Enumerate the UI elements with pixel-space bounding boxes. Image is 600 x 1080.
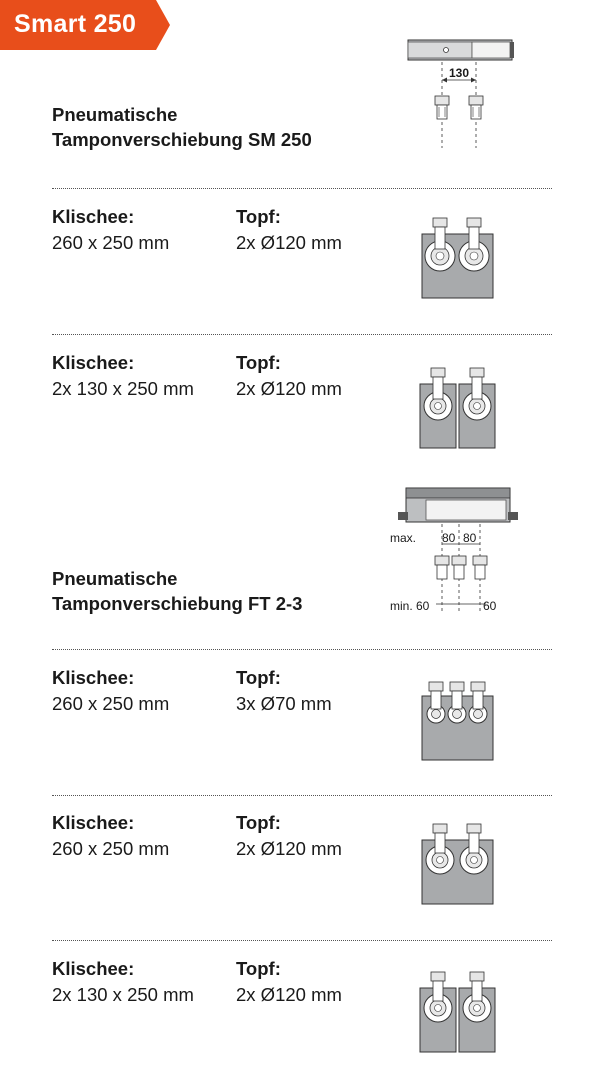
pad-holder-icon bbox=[473, 556, 487, 579]
section-title-line2: Tamponverschiebung FT 2-3 bbox=[52, 593, 303, 614]
section-title-sm250 bbox=[52, 102, 382, 152]
layout-diagram-1plate-3pots bbox=[415, 674, 500, 764]
cliche-label: Klischee: bbox=[52, 206, 135, 227]
cliche-value: 2x 130 x 250 mm bbox=[52, 984, 194, 1005]
machine-side-icon bbox=[408, 40, 514, 60]
pot-label: Topf: bbox=[236, 667, 281, 688]
cliche-value: 260 x 250 mm bbox=[52, 838, 170, 859]
machine-side-icon bbox=[398, 488, 518, 522]
pad-holder-icon bbox=[429, 682, 443, 709]
layout-diagram-1plate-2pots bbox=[415, 818, 500, 908]
sm250-machine-diagram bbox=[400, 36, 520, 152]
pot-value: 2x Ø120 mm bbox=[236, 378, 342, 399]
ft23-max-label: max. bbox=[390, 531, 417, 545]
pot-value: 2x Ø120 mm bbox=[236, 984, 342, 1005]
pot-label: Topf: bbox=[236, 958, 281, 979]
pad-holder-icon bbox=[452, 556, 466, 579]
cliche-label: Klischee: bbox=[52, 667, 135, 688]
divider bbox=[52, 649, 552, 650]
pad-holder-icon bbox=[470, 972, 484, 1001]
cliche-value: 2x 130 x 250 mm bbox=[52, 378, 194, 399]
pot-label: Topf: bbox=[236, 352, 281, 373]
pad-holder-icon bbox=[467, 218, 481, 249]
ft23-max-spacing-right: 80 bbox=[463, 531, 477, 545]
section-title-line2: Tamponverschiebung SM 250 bbox=[52, 129, 312, 150]
section-title-line1: Pneumatische bbox=[52, 568, 178, 589]
section-title-line1: Pneumatische bbox=[52, 104, 178, 125]
sm250-spacing-label: 130 bbox=[449, 66, 470, 80]
pad-holder-icon bbox=[471, 682, 485, 709]
cliche-value: 260 x 250 mm bbox=[52, 232, 170, 253]
cliche-label: Klischee: bbox=[52, 812, 135, 833]
pad-holder-icon bbox=[469, 96, 483, 119]
cliche-label: Klischee: bbox=[52, 352, 135, 373]
pad-holder-icon bbox=[435, 556, 449, 579]
divider bbox=[52, 188, 552, 189]
divider bbox=[52, 334, 552, 335]
pad-holder-icon bbox=[435, 96, 449, 119]
pad-holder-icon bbox=[450, 682, 464, 709]
pad-holder-icon bbox=[433, 824, 447, 853]
divider bbox=[52, 795, 552, 796]
ft23-min-label: min. 60 bbox=[390, 599, 430, 613]
layout-diagram-2plates-2pots bbox=[415, 362, 500, 452]
pad-holder-icon bbox=[467, 824, 481, 853]
cliche-label: Klischee: bbox=[52, 958, 135, 979]
section-title-ft23 bbox=[52, 566, 382, 616]
pad-holder-icon bbox=[431, 368, 445, 399]
pot-label: Topf: bbox=[236, 812, 281, 833]
pot-value: 2x Ø120 mm bbox=[236, 838, 342, 859]
pad-holder-icon bbox=[470, 368, 484, 399]
divider bbox=[52, 940, 552, 941]
pot-value: 3x Ø70 mm bbox=[236, 693, 332, 714]
ft23-min-spacing-right: 60 bbox=[483, 599, 497, 613]
pad-holder-icon bbox=[431, 972, 445, 1001]
ft23-max-spacing-left: 80 bbox=[442, 531, 456, 545]
ft23-machine-diagram bbox=[396, 484, 520, 616]
layout-diagram-2plates-2pots bbox=[415, 966, 500, 1056]
cliche-value: 260 x 250 mm bbox=[52, 693, 170, 714]
pot-label: Topf: bbox=[236, 206, 281, 227]
pad-holder-icon bbox=[433, 218, 447, 249]
layout-diagram-1plate-2pots bbox=[415, 212, 500, 302]
pot-value: 2x Ø120 mm bbox=[236, 232, 342, 253]
badge-label: Smart 250 bbox=[14, 10, 137, 38]
